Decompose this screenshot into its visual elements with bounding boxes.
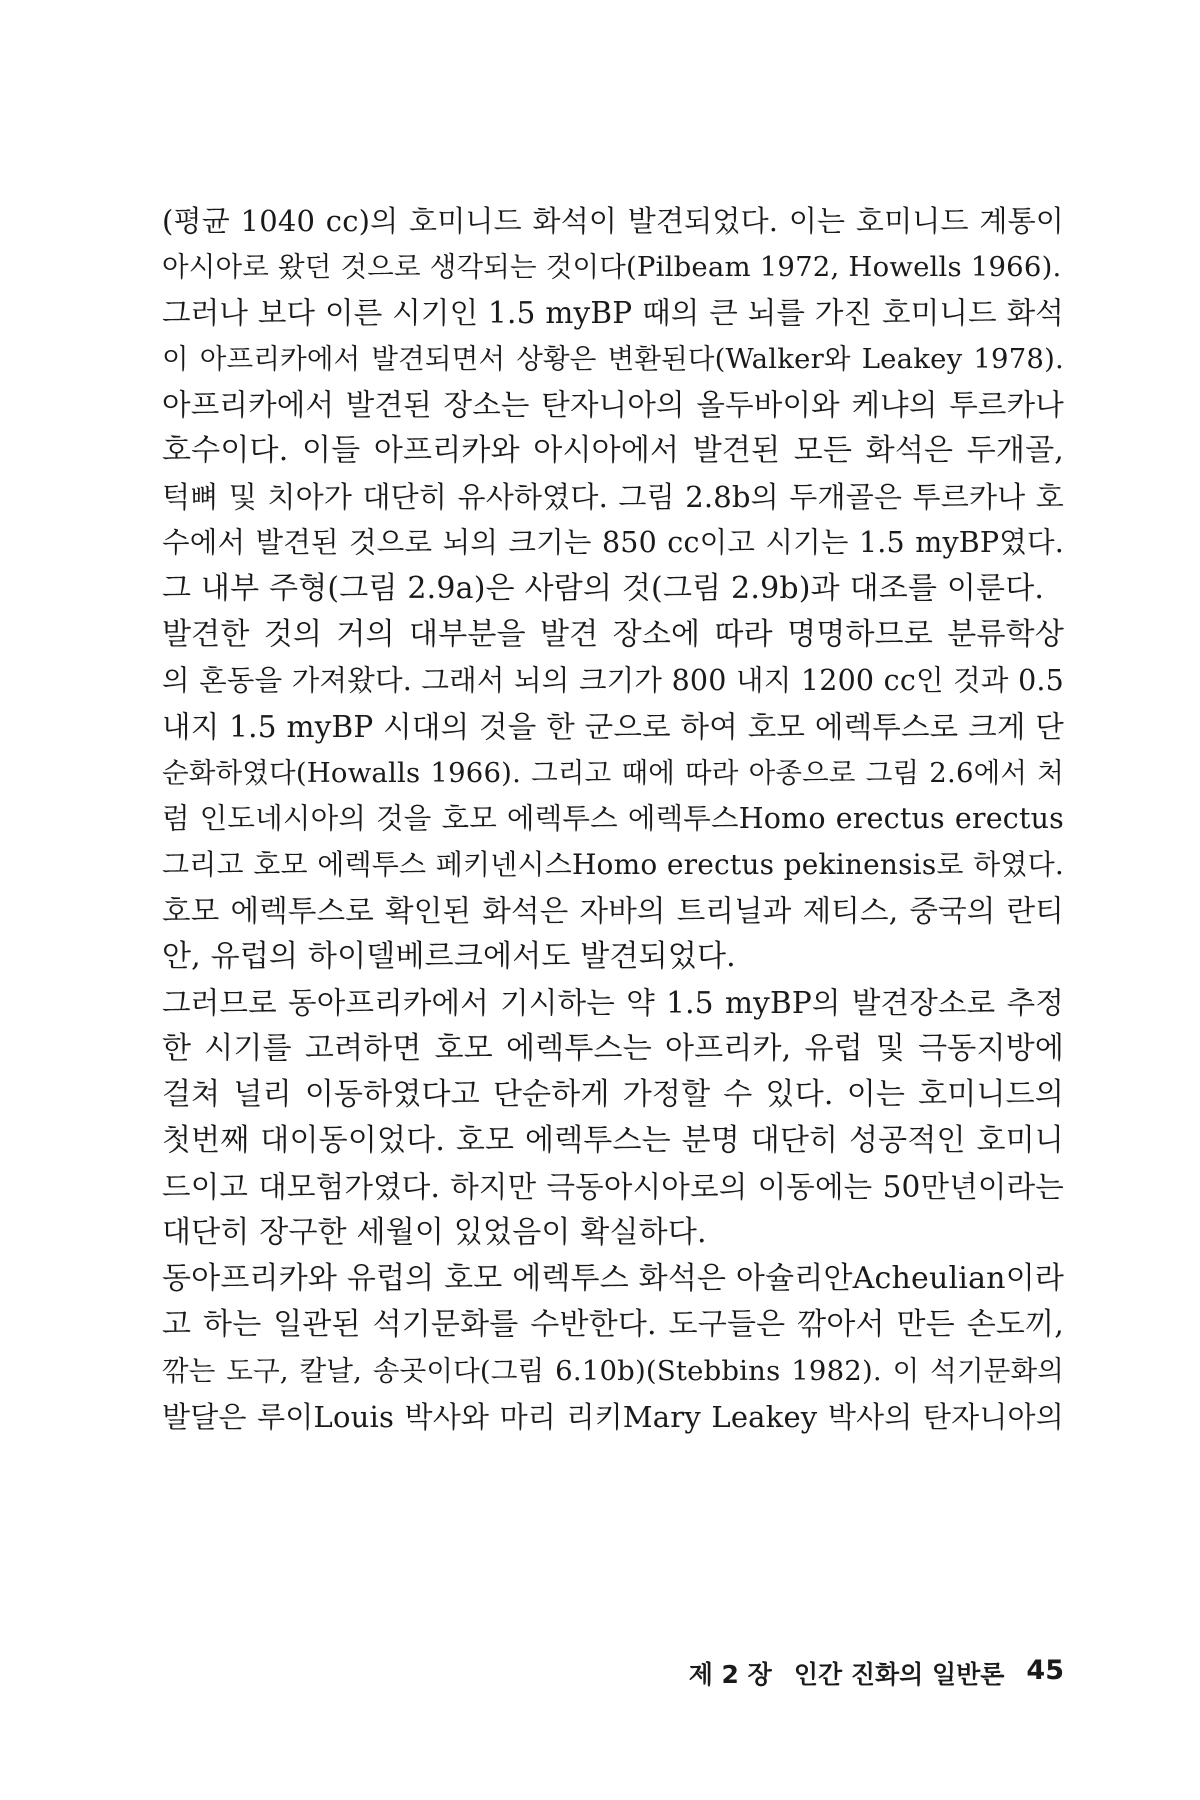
chapter-number: 제 2 장 [688, 1660, 772, 1689]
page-number: 45 [1026, 1655, 1064, 1686]
text-line: 안, 유럽의 하이델베르크에서도 발견되었다. [162, 939, 736, 974]
text-line: 그 내부 주형(그림 2.9a)은 사람의 것(그림 2.9b)과 대조를 이룬다. [162, 571, 1045, 606]
text-line: 동아프리카와 유럽의 호모 에렉투스 화석은 아슐리안Acheulian이라 [162, 1261, 1065, 1296]
paragraph-4 [162, 980, 1064, 1256]
text-line: 발달은 루이Louis 박사와 마리 리키Mary Leakey 박사의 탄자니아의 [162, 1400, 1064, 1434]
text-line: 고 하는 일관된 석기문화를 수반한다. 도구들은 깎아서 만든 손도끼, [162, 1307, 1064, 1342]
text-line: 호모 에렉투스로 확인된 화석은 자바의 트리닐과 제티스, 중국의 란티 [162, 894, 1064, 928]
text-line: 대단히 장구한 세월이 있었음이 확실하다. [162, 1215, 707, 1250]
text-line: 발견한 것의 거의 대부분을 발견 장소에 따라 명명하므로 분류학상 [162, 617, 1064, 652]
text-line: 드이고 대모험가였다. 하지만 극동아시아로의 이동에는 50만년이라는 [162, 1170, 1064, 1204]
text-line: 첫번째 대이동이었다. 호모 에렉투스는 분명 대단히 성공적인 호미니 [162, 1123, 1064, 1158]
chapter-title: 인간 진화의 일반론 [793, 1660, 1005, 1689]
text-line: 그러므로 동아프리카에서 기시하는 약 1.5 myBP의 발견장소로 추정 [162, 986, 1064, 1020]
text-line: 내지 1.5 myBP 시대의 것을 한 군으로 하여 호모 에렉투스로 크게 단 [162, 710, 1064, 744]
text-line: 아시아로 왔던 것으로 생각되는 것이다(Pilbeam 1972, Howells 1966). [162, 251, 1062, 283]
page-footer [660, 1655, 1064, 1691]
text-line: 그러나 보다 이른 시기인 1.5 myBP 때의 큰 뇌를 가진 호미니드 화석 [162, 296, 1064, 330]
page-body [162, 198, 1064, 1440]
paragraph-5 [162, 1256, 1064, 1440]
text-line: 럼 인도네시아의 것을 호모 에렉투스 에렉투스Homo erectus erectus [162, 802, 1064, 835]
text-line: 의 혼동을 가져왔다. 그래서 뇌의 크기가 800 내지 1200 cc인 것과 0.5 [162, 664, 1064, 697]
text-line: 아프리카에서 발견된 장소는 탄자니아의 올두바이와 케냐의 투르카나 [162, 388, 1064, 422]
text-line: 걸쳐 널리 이동하였다고 단순하게 가정할 수 있다. 이는 호미니드의 [162, 1077, 1064, 1112]
paragraph-1 [162, 198, 1064, 290]
text-line: 호수이다. 이들 아프리카와 아시아에서 발견된 모든 화석은 두개골, [162, 433, 1064, 468]
text-line: 턱뼈 및 치아가 대단히 유사하였다. 그림 2.8b의 두개골은 투르카나 호 [162, 480, 1064, 514]
text-line: 순화하였다(Howalls 1966). 그리고 때에 따라 아종으로 그림 2.6에서 처 [162, 757, 1064, 789]
paragraph-2 [162, 290, 1064, 612]
text-line: 그리고 호모 에렉투스 페키넨시스Homo erectus pekinensis로 하였다. [162, 848, 1064, 881]
paragraph-3 [162, 612, 1064, 980]
text-line: 이 아프리카에서 발견되면서 상황은 변환된다(Walker와 Leakey 1978). [162, 343, 1064, 375]
text-line: 수에서 발견된 것으로 뇌의 크기는 850 cc이고 시기는 1.5 myBP였다. [162, 526, 1064, 559]
text-line: (평균 1040 cc)의 호미니드 화석이 발견되었다. 이는 호미니드 계통이 [162, 204, 1064, 238]
text-line: 깎는 도구, 칼날, 송곳이다(그림 6.10b)(Stebbins 1982). 이 석기문화의 [162, 1355, 1064, 1387]
text-line: 한 시기를 고려하면 호모 에렉투스는 아프리카, 유럽 및 극동지방에 [162, 1031, 1064, 1066]
